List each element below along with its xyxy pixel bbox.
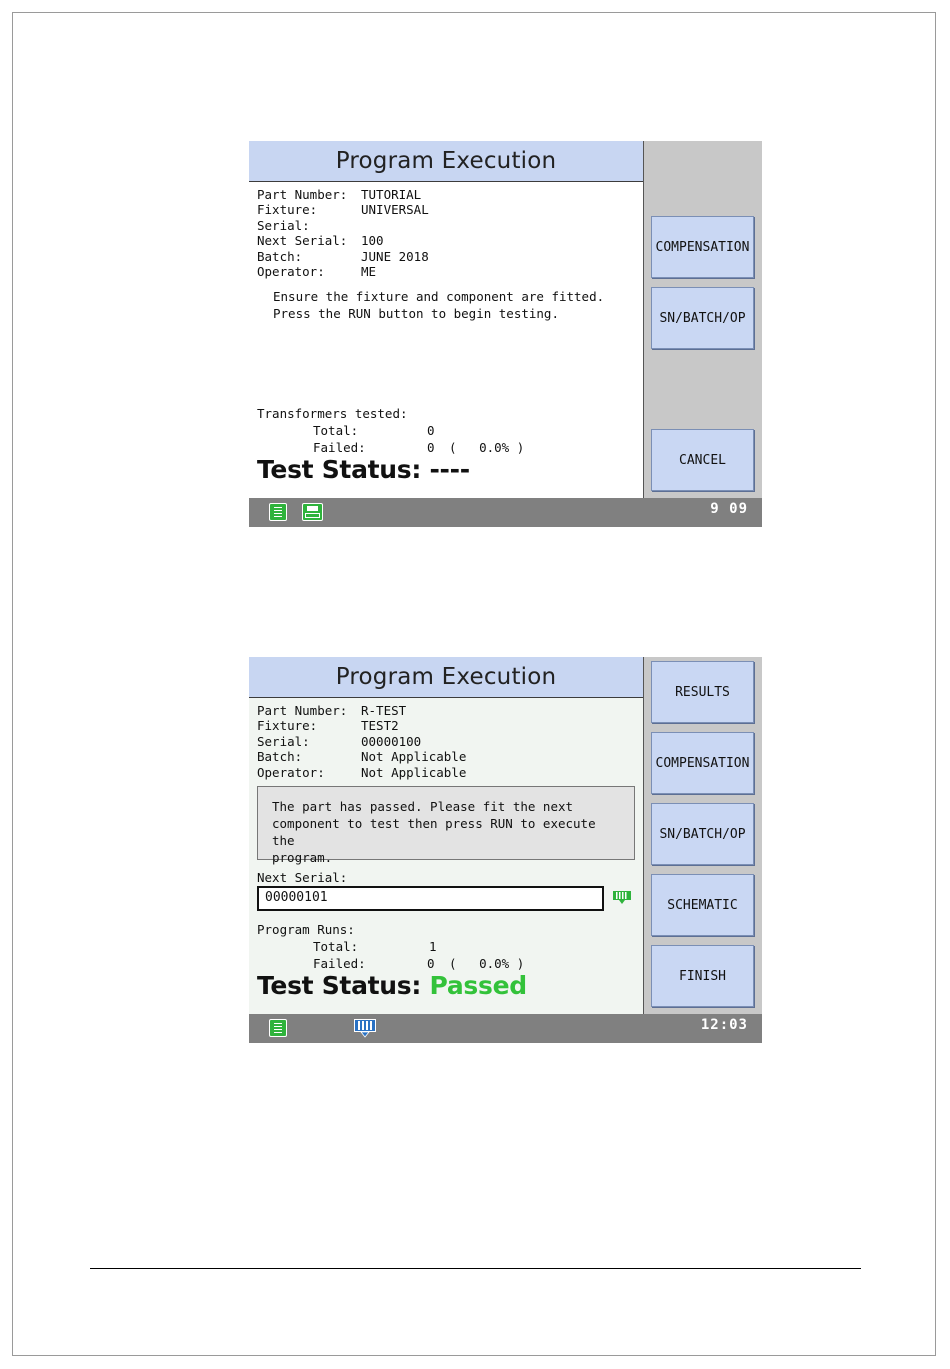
sn-batch-op-button[interactable]: SN/BATCH/OP (651, 287, 754, 349)
field-value: 00000100 (361, 733, 422, 749)
part-info (257, 703, 466, 780)
part-info (257, 187, 429, 279)
failed-label: Failed: (313, 440, 366, 455)
page-title: Program Execution (335, 148, 557, 174)
field-value: Not Applicable (361, 764, 467, 780)
total-label: Total: (313, 939, 359, 954)
barcode-icon[interactable] (613, 891, 631, 904)
failed-label: Failed: (313, 956, 366, 971)
field-value: 100 (361, 233, 384, 249)
message-line-3: program. (272, 850, 333, 865)
results-button[interactable]: RESULTS (651, 661, 754, 723)
field-label: Part Number: (257, 703, 348, 718)
test-status-value: Passed (429, 971, 527, 1000)
compensation-button[interactable]: COMPENSATION (651, 216, 754, 278)
field-value: ME (361, 263, 377, 279)
next-serial-input[interactable]: 00000101 (257, 886, 604, 911)
title-bar (249, 141, 643, 182)
field-batch (257, 249, 429, 264)
field-label: Operator: (257, 263, 325, 279)
instruction-line-1: Ensure the fixture and component are fitted. (273, 289, 605, 304)
main-panel (249, 657, 644, 1014)
field-fixture (257, 202, 429, 217)
status-bar (249, 1014, 762, 1043)
finish-button[interactable]: FINISH (651, 945, 754, 1007)
total-value: 1 (429, 939, 437, 954)
instruction-line-2: Press the RUN button to begin testing. (273, 306, 559, 321)
schematic-button[interactable]: SCHEMATIC (651, 874, 754, 936)
total-label: Total: (313, 423, 359, 438)
message-line-2: component to test then press RUN to execute the (272, 816, 596, 848)
field-part-number (257, 187, 429, 202)
test-status (257, 971, 527, 1000)
field-value: JUNE 2018 (361, 248, 429, 264)
field-operator (257, 765, 466, 780)
button-panel (644, 141, 762, 498)
field-value: UNIVERSAL (361, 202, 429, 218)
status-bar (249, 498, 762, 527)
field-next-serial (257, 233, 429, 248)
cancel-button[interactable]: CANCEL (651, 429, 754, 491)
runs-heading: Program Runs: (257, 922, 355, 937)
field-serial (257, 734, 466, 749)
page-title: Program Execution (335, 664, 557, 690)
title-bar (249, 657, 643, 698)
barcode-icon[interactable] (354, 1019, 376, 1038)
field-batch (257, 749, 466, 764)
test-status-value: ---- (429, 455, 470, 484)
total-value: 0 (427, 423, 435, 438)
field-value: TUTORIAL (361, 187, 422, 202)
program-execution-screen-1 (249, 141, 762, 527)
status-message-box (257, 786, 635, 865)
clock: 12:03 (700, 1017, 748, 1033)
main-panel (249, 141, 644, 498)
field-label: Part Number: (257, 187, 348, 202)
field-operator (257, 264, 429, 279)
test-status (257, 455, 470, 484)
field-value: TEST2 (361, 718, 399, 734)
failed-value: 0 (427, 440, 435, 455)
field-label: Serial: (257, 733, 310, 749)
field-label: Batch: (257, 248, 303, 264)
failed-percent: ( 0.0% ) (449, 956, 525, 971)
field-label: Operator: (257, 764, 325, 780)
button-panel (644, 657, 762, 1014)
tested-heading: Transformers tested: (257, 406, 408, 421)
list-icon[interactable] (269, 503, 287, 521)
test-status-label: Test Status: (257, 971, 422, 1000)
compensation-button[interactable]: COMPENSATION (651, 732, 754, 794)
printer-icon[interactable] (302, 503, 323, 521)
field-part-number (257, 703, 466, 718)
field-label: Next Serial: (257, 233, 348, 249)
clock: 9 09 (710, 501, 748, 517)
field-value: Not Applicable (361, 749, 467, 765)
program-execution-screen-2 (249, 657, 762, 1043)
field-fixture (257, 718, 466, 733)
field-value: R-TEST (361, 703, 407, 718)
message-line-1: The part has passed. Please fit the next (272, 799, 574, 814)
next-serial-label: Next Serial: (257, 870, 348, 885)
list-icon[interactable] (269, 1019, 287, 1037)
field-label: Batch: (257, 749, 303, 765)
test-status-label: Test Status: (257, 455, 422, 484)
failed-percent: ( 0.0% ) (449, 440, 525, 455)
field-label: Fixture: (257, 718, 318, 734)
failed-value: 0 (427, 956, 435, 971)
footer-rule (90, 1268, 861, 1269)
sn-batch-op-button[interactable]: SN/BATCH/OP (651, 803, 754, 865)
field-label: Fixture: (257, 202, 318, 218)
field-serial (257, 218, 429, 233)
field-label: Serial: (257, 217, 310, 233)
